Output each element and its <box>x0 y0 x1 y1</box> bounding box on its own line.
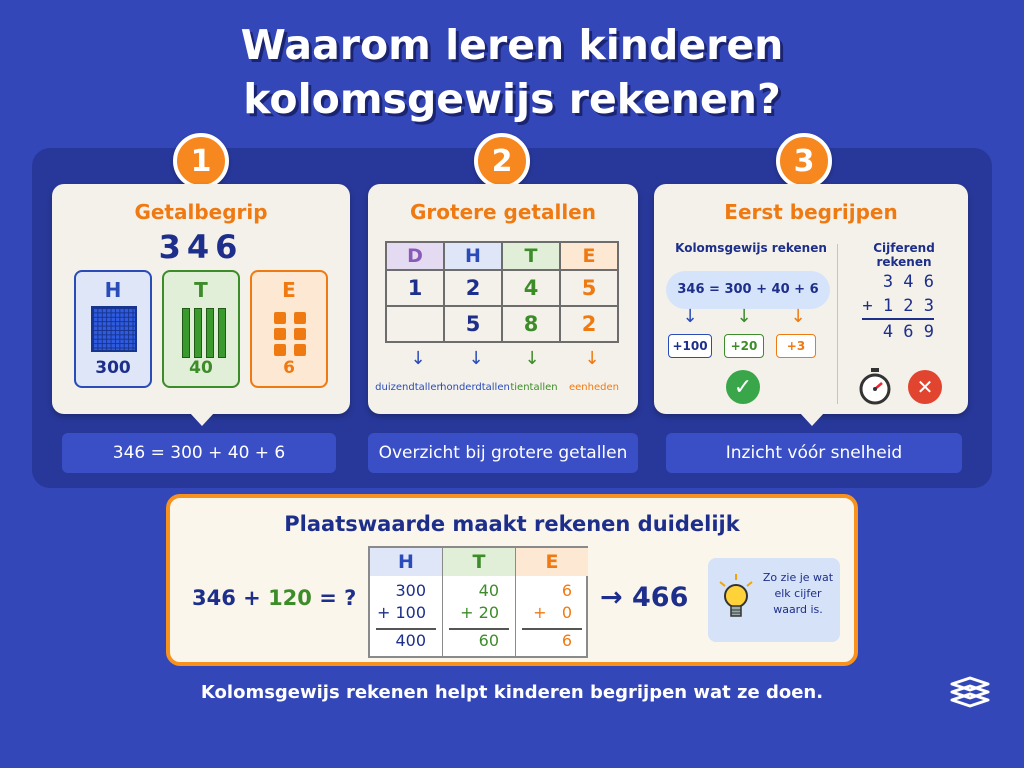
arrow-down-icon: ↓ <box>736 306 752 327</box>
arrow-down-icon: ↓ <box>584 348 600 369</box>
column-result: 60 <box>449 628 509 652</box>
chip-hundreds: +100 <box>668 334 712 358</box>
ones-letter: E <box>282 278 296 302</box>
hte-column-e <box>516 548 588 656</box>
sum-result: 4 6 9 <box>862 318 934 344</box>
check-circle-icon: ✓ <box>726 370 760 404</box>
bottom-panel <box>166 494 858 666</box>
sum-line: + 1 2 3 <box>862 296 934 316</box>
table-cell: 1 <box>386 270 444 306</box>
table-cell: 5 <box>444 306 502 342</box>
big-number: 346 <box>158 228 244 266</box>
header-h: H <box>444 242 502 270</box>
column-header: E <box>516 548 588 576</box>
cloud-equation: 346 = 300 + 40 + 6 <box>677 282 819 297</box>
chip-ones: +3 <box>776 334 816 358</box>
column-result: 6 <box>522 628 582 652</box>
card-title: Eerst begrijpen <box>724 200 898 224</box>
badge-1: 1 <box>173 133 229 189</box>
hundreds-letter: H <box>104 278 122 302</box>
dhte-table <box>385 241 619 343</box>
badge-3: 3 <box>776 133 832 189</box>
ones-box <box>250 270 328 388</box>
hundred-block-icon <box>91 306 137 352</box>
header-d: D <box>386 242 444 270</box>
card-eerst-begrijpen <box>654 184 968 414</box>
bottom-title: Plaatswaarde maakt rekenen duidelijk <box>284 512 740 536</box>
card-getalbegrip <box>52 184 350 414</box>
caption-2: Overzicht bij grotere getallen <box>368 433 638 473</box>
hundreds-value: 300 <box>95 358 131 378</box>
right-subheader: Cijferend rekenen <box>873 241 935 269</box>
tens-letter: T <box>194 278 208 302</box>
hte-column-h <box>370 548 442 656</box>
tens-box <box>162 270 240 388</box>
table-cell <box>386 306 444 342</box>
hundreds-box <box>74 270 152 388</box>
equation-part: 120 <box>268 586 312 610</box>
column-add: + 20 <box>460 603 499 622</box>
tens-value: 40 <box>189 358 213 378</box>
column-top: 300 <box>395 581 426 600</box>
equation-part: = ? <box>319 586 357 610</box>
cross-circle-icon: ✕ <box>908 370 942 404</box>
hint-text: Zo zie je wat elk cijfer waard is. <box>762 571 834 616</box>
arrow-down-icon: ↓ <box>410 348 426 369</box>
header-t: T <box>502 242 560 270</box>
stopwatch-icon <box>856 367 894 405</box>
stacked-books-icon <box>946 672 994 712</box>
caption-1: 346 = 300 + 40 + 6 <box>62 433 336 473</box>
table-cell: 8 <box>502 306 560 342</box>
page-title <box>0 18 1024 126</box>
badge-2: 2 <box>474 133 530 189</box>
ones-value: 6 <box>283 358 295 378</box>
table-cell: 5 <box>560 270 618 306</box>
arrow-down-icon: ↓ <box>524 348 540 369</box>
table-cell: 2 <box>444 270 502 306</box>
equation-part: 346 + <box>192 586 261 610</box>
lightbulb-icon <box>716 572 756 624</box>
chip-tens: +20 <box>724 334 764 358</box>
left-subheader: Kolomsgewijs rekenen <box>675 241 827 255</box>
column-top: 6 <box>561 581 572 600</box>
column-add: + 0 <box>533 603 572 622</box>
header-e: E <box>560 242 618 270</box>
arrow-down-icon: ↓ <box>790 306 806 327</box>
label-honderdtallen: honderdtallen <box>440 382 510 393</box>
card-grotere-getallen <box>368 184 638 414</box>
column-sum <box>854 270 934 344</box>
footer-text: Kolomsgewijs rekenen helpt kinderen begrijpen wat ze doen. <box>200 682 824 703</box>
column-result: 400 <box>376 628 436 652</box>
hint-box <box>708 558 840 642</box>
bottom-equation <box>192 586 356 610</box>
label-tientallen: tientallen <box>510 382 558 393</box>
table-cell: 2 <box>560 306 618 342</box>
column-header: H <box>370 548 442 576</box>
column-header: T <box>443 548 515 576</box>
hte-column-t <box>443 548 515 656</box>
column-add: + 100 <box>376 603 426 622</box>
table-cell: 4 <box>502 270 560 306</box>
arrow-down-icon: ↓ <box>682 306 698 327</box>
caption-3: Inzicht vóór snelheid <box>666 433 962 473</box>
arrow-down-icon: ↓ <box>468 348 484 369</box>
card-title: Grotere getallen <box>410 200 596 224</box>
title-line-2: kolomsgewijs rekenen? <box>243 75 781 123</box>
divider <box>837 244 838 404</box>
bottom-result: → 466 <box>600 582 689 613</box>
column-top: 40 <box>478 581 499 600</box>
label-eenheden: eenheden <box>569 382 619 393</box>
card-title: Getalbegrip <box>134 200 268 224</box>
title-line-1: Waarom leren kinderen <box>240 21 784 69</box>
sum-line: 3 4 6 <box>882 272 934 292</box>
label-duizendtallen: duizendtallen <box>375 382 443 393</box>
